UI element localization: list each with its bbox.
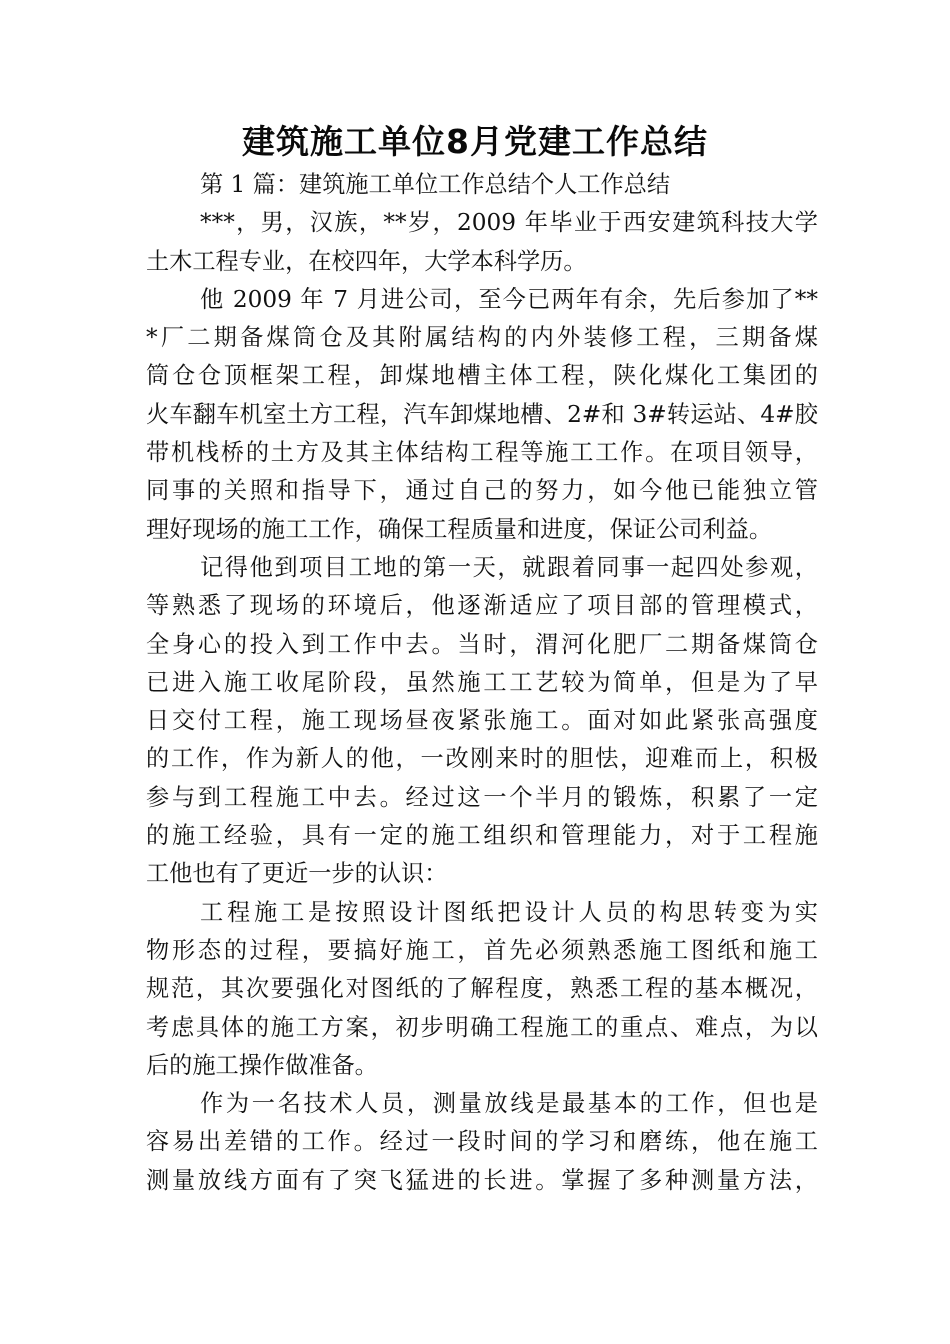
text-line: 的施工经验，具有一定的施工组织和管理能力，对于工程施 <box>146 822 818 850</box>
text-line: 规范，其次要强化对图纸的了解程度，熟悉工程的基本概况， <box>146 975 818 1003</box>
text-line: 火车翻车机室土方工程，汽车卸煤地槽、2#和 3#转运站、4#胶 <box>146 400 818 428</box>
text-line: 容易出差错的工作。经过一段时间的学习和磨练，他在施工 <box>146 1128 818 1156</box>
text-line: 带机栈桥的土方及其主体结构工程等施工工作。在项目领导， <box>146 439 818 467</box>
text-line: 的工作，作为新人的他，一改刚来时的胆怯，迎难而上，积极 <box>146 745 818 773</box>
text-line: 记得他到项目工地的第一天，就跟着同事一起四处参观， <box>200 553 818 581</box>
text-line: ***，男，汉族，**岁，2009 年毕业于西安建筑科技大学 <box>200 209 818 237</box>
text-line: 等熟悉了现场的环境后，他逐渐适应了项目部的管理模式， <box>146 592 818 620</box>
text-line: 土木工程专业，在校四年，大学本科学历。 <box>146 247 587 275</box>
text-line: 测量放线方面有了突飞猛进的长进。掌握了多种测量方法， <box>146 1166 818 1194</box>
text-line: 他 2009 年 7 月进公司，至今已两年有余，先后参加了** <box>200 285 818 313</box>
text-line: 日交付工程，施工现场昼夜紧张施工。面对如此紧张高强度 <box>146 707 818 735</box>
text-line: 同事的关照和指导下，通过自己的努力，如今他已能独立管 <box>146 477 818 505</box>
text-line: 考虑具体的施工方案，初步明确工程施工的重点、难点，为以 <box>146 1013 818 1041</box>
text-line: 后的施工操作做准备。 <box>146 1051 378 1079</box>
text-line: 作为一名技术人员，测量放线是最基本的工作，但也是 <box>200 1090 818 1118</box>
text-line: 参与到工程施工中去。经过这一个半月的锻炼，积累了一定 <box>146 783 818 811</box>
text-line: 工他也有了更近一步的认识： <box>146 860 448 888</box>
text-line: 工程施工是按照设计图纸把设计人员的构思转变为实 <box>200 898 818 926</box>
text-line: 已进入施工收尾阶段，虽然施工工艺较为简单，但是为了早 <box>146 668 818 696</box>
text-line: 筒仓仓顶框架工程，卸煤地槽主体工程，陕化煤化工集团的 <box>146 362 818 390</box>
text-line: 全身心的投入到工作中去。当时，渭河化肥厂二期备煤筒仓 <box>146 630 818 658</box>
text-line: 物形态的过程，要搞好施工，首先必须熟悉施工图纸和施工 <box>146 936 818 964</box>
text-line: 理好现场的施工工作，确保工程质量和进度，保证公司利益。 <box>146 515 773 543</box>
text-line: *厂二期备煤筒仓及其附属结构的内外装修工程，三期备煤 <box>146 324 818 352</box>
document-body <box>146 166 818 1200</box>
text-line: 第 1 篇：建筑施工单位工作总结个人工作总结 <box>200 171 671 198</box>
document-title: 建筑施工单位8月党建工作总结 <box>242 122 708 161</box>
